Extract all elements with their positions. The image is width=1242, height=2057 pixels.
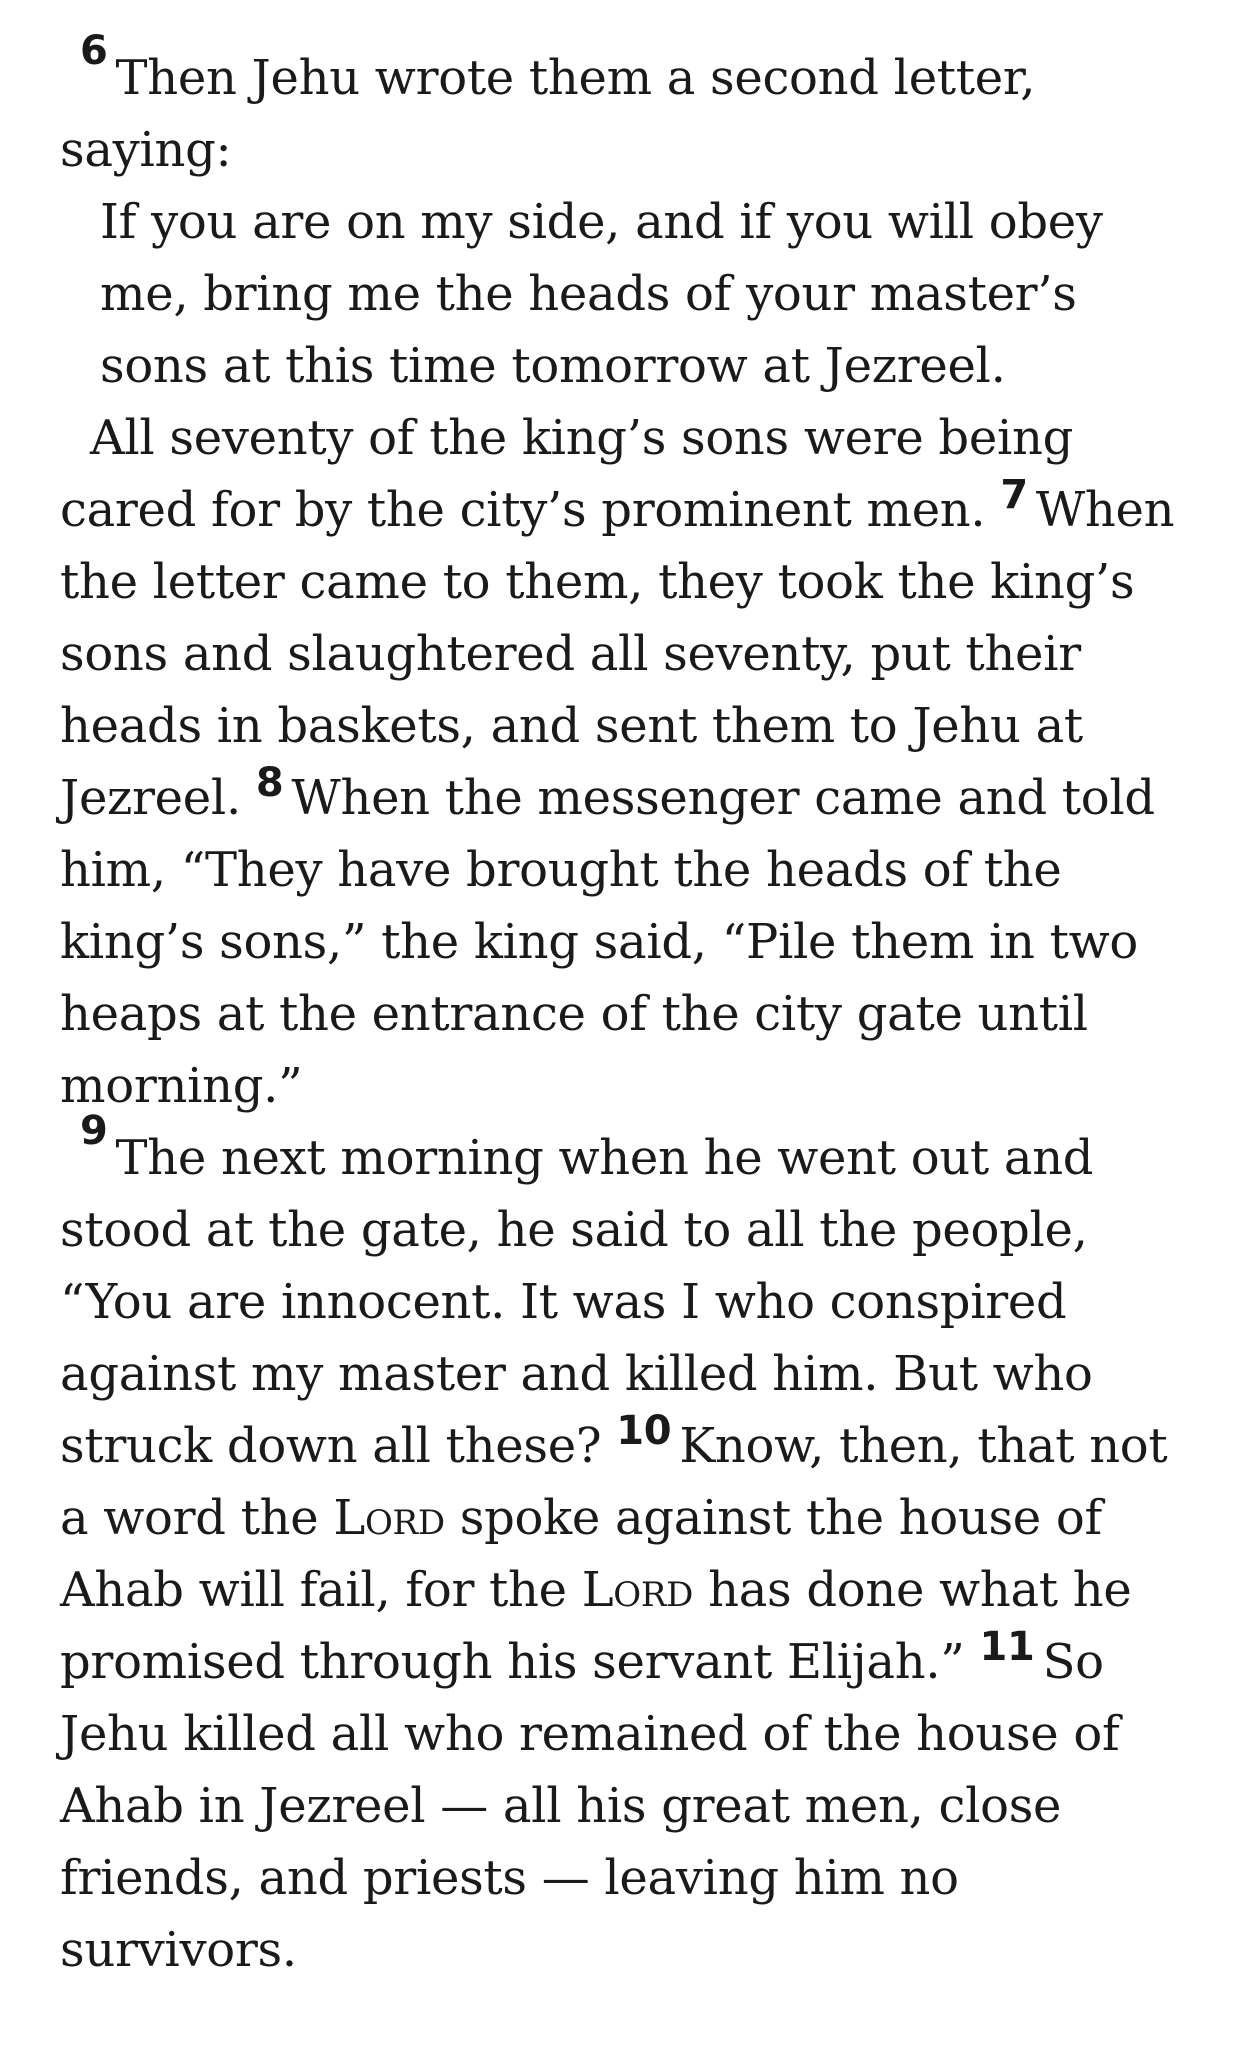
verse-number-11[interactable]: 11 xyxy=(979,1624,1035,1670)
verse-7-text: When the letter came to them, they took the king’s sons and slaughtered all seventy, put their heads in baskets, and sent them to Jehu at Jezreel. xyxy=(60,482,1175,826)
verse-number-9[interactable]: 9 xyxy=(80,1108,108,1154)
verse-6-paragraph xyxy=(60,28,1190,186)
scripture-text xyxy=(60,28,1190,1986)
divine-name-lord: Lord xyxy=(333,1490,445,1546)
letter-text: If you are on my side, and if you will obey me, bring me the heads of your master’s sons at this time tomorrow at Jezreel. xyxy=(100,194,1103,394)
verse-number-8[interactable]: 8 xyxy=(255,760,284,806)
verse-10-text-a: Know, then, that not a word the xyxy=(60,1418,1168,1546)
verse-10-text-c: has done what he promised through his servant Elijah.” xyxy=(60,1562,1132,1690)
verse-number-7[interactable]: 7 xyxy=(1000,472,1028,518)
verse-11-text: So Jehu killed all who remained of the house of Ahab in Jezreel — all his great men, close friends, and priests — leaving him no survivors. xyxy=(60,1634,1120,1978)
verse-6-text: Then Jehu wrote them a second letter, saying: xyxy=(60,50,1036,178)
letter-quote xyxy=(60,186,1190,402)
verse-8-text: When the messenger came and told him, “They have brought the heads of the king’s sons,” the king said, “Pile them in two heaps at the entrance of the city gate until morning.” xyxy=(60,770,1155,1114)
verse-10-text-b: spoke against the house of Ahab will fail, for the xyxy=(60,1490,1102,1618)
verse-6-7-8-paragraph xyxy=(60,402,1190,1122)
verse-number-6[interactable]: 6 xyxy=(80,28,108,74)
verse-number-10[interactable]: 10 xyxy=(616,1408,672,1454)
verse-9-11-paragraph xyxy=(60,1108,1190,1986)
divine-name-lord: Lord xyxy=(581,1562,694,1618)
after-letter-text: All seventy of the king’s sons were being cared for by the city’s prominent men. xyxy=(60,410,1074,538)
verse-9-text: The next morning when he went out and stood at the gate, he said to all the people, “You are innocent. It was I who conspired against my master and killed him. But who struck down all these? xyxy=(60,1130,1094,1474)
